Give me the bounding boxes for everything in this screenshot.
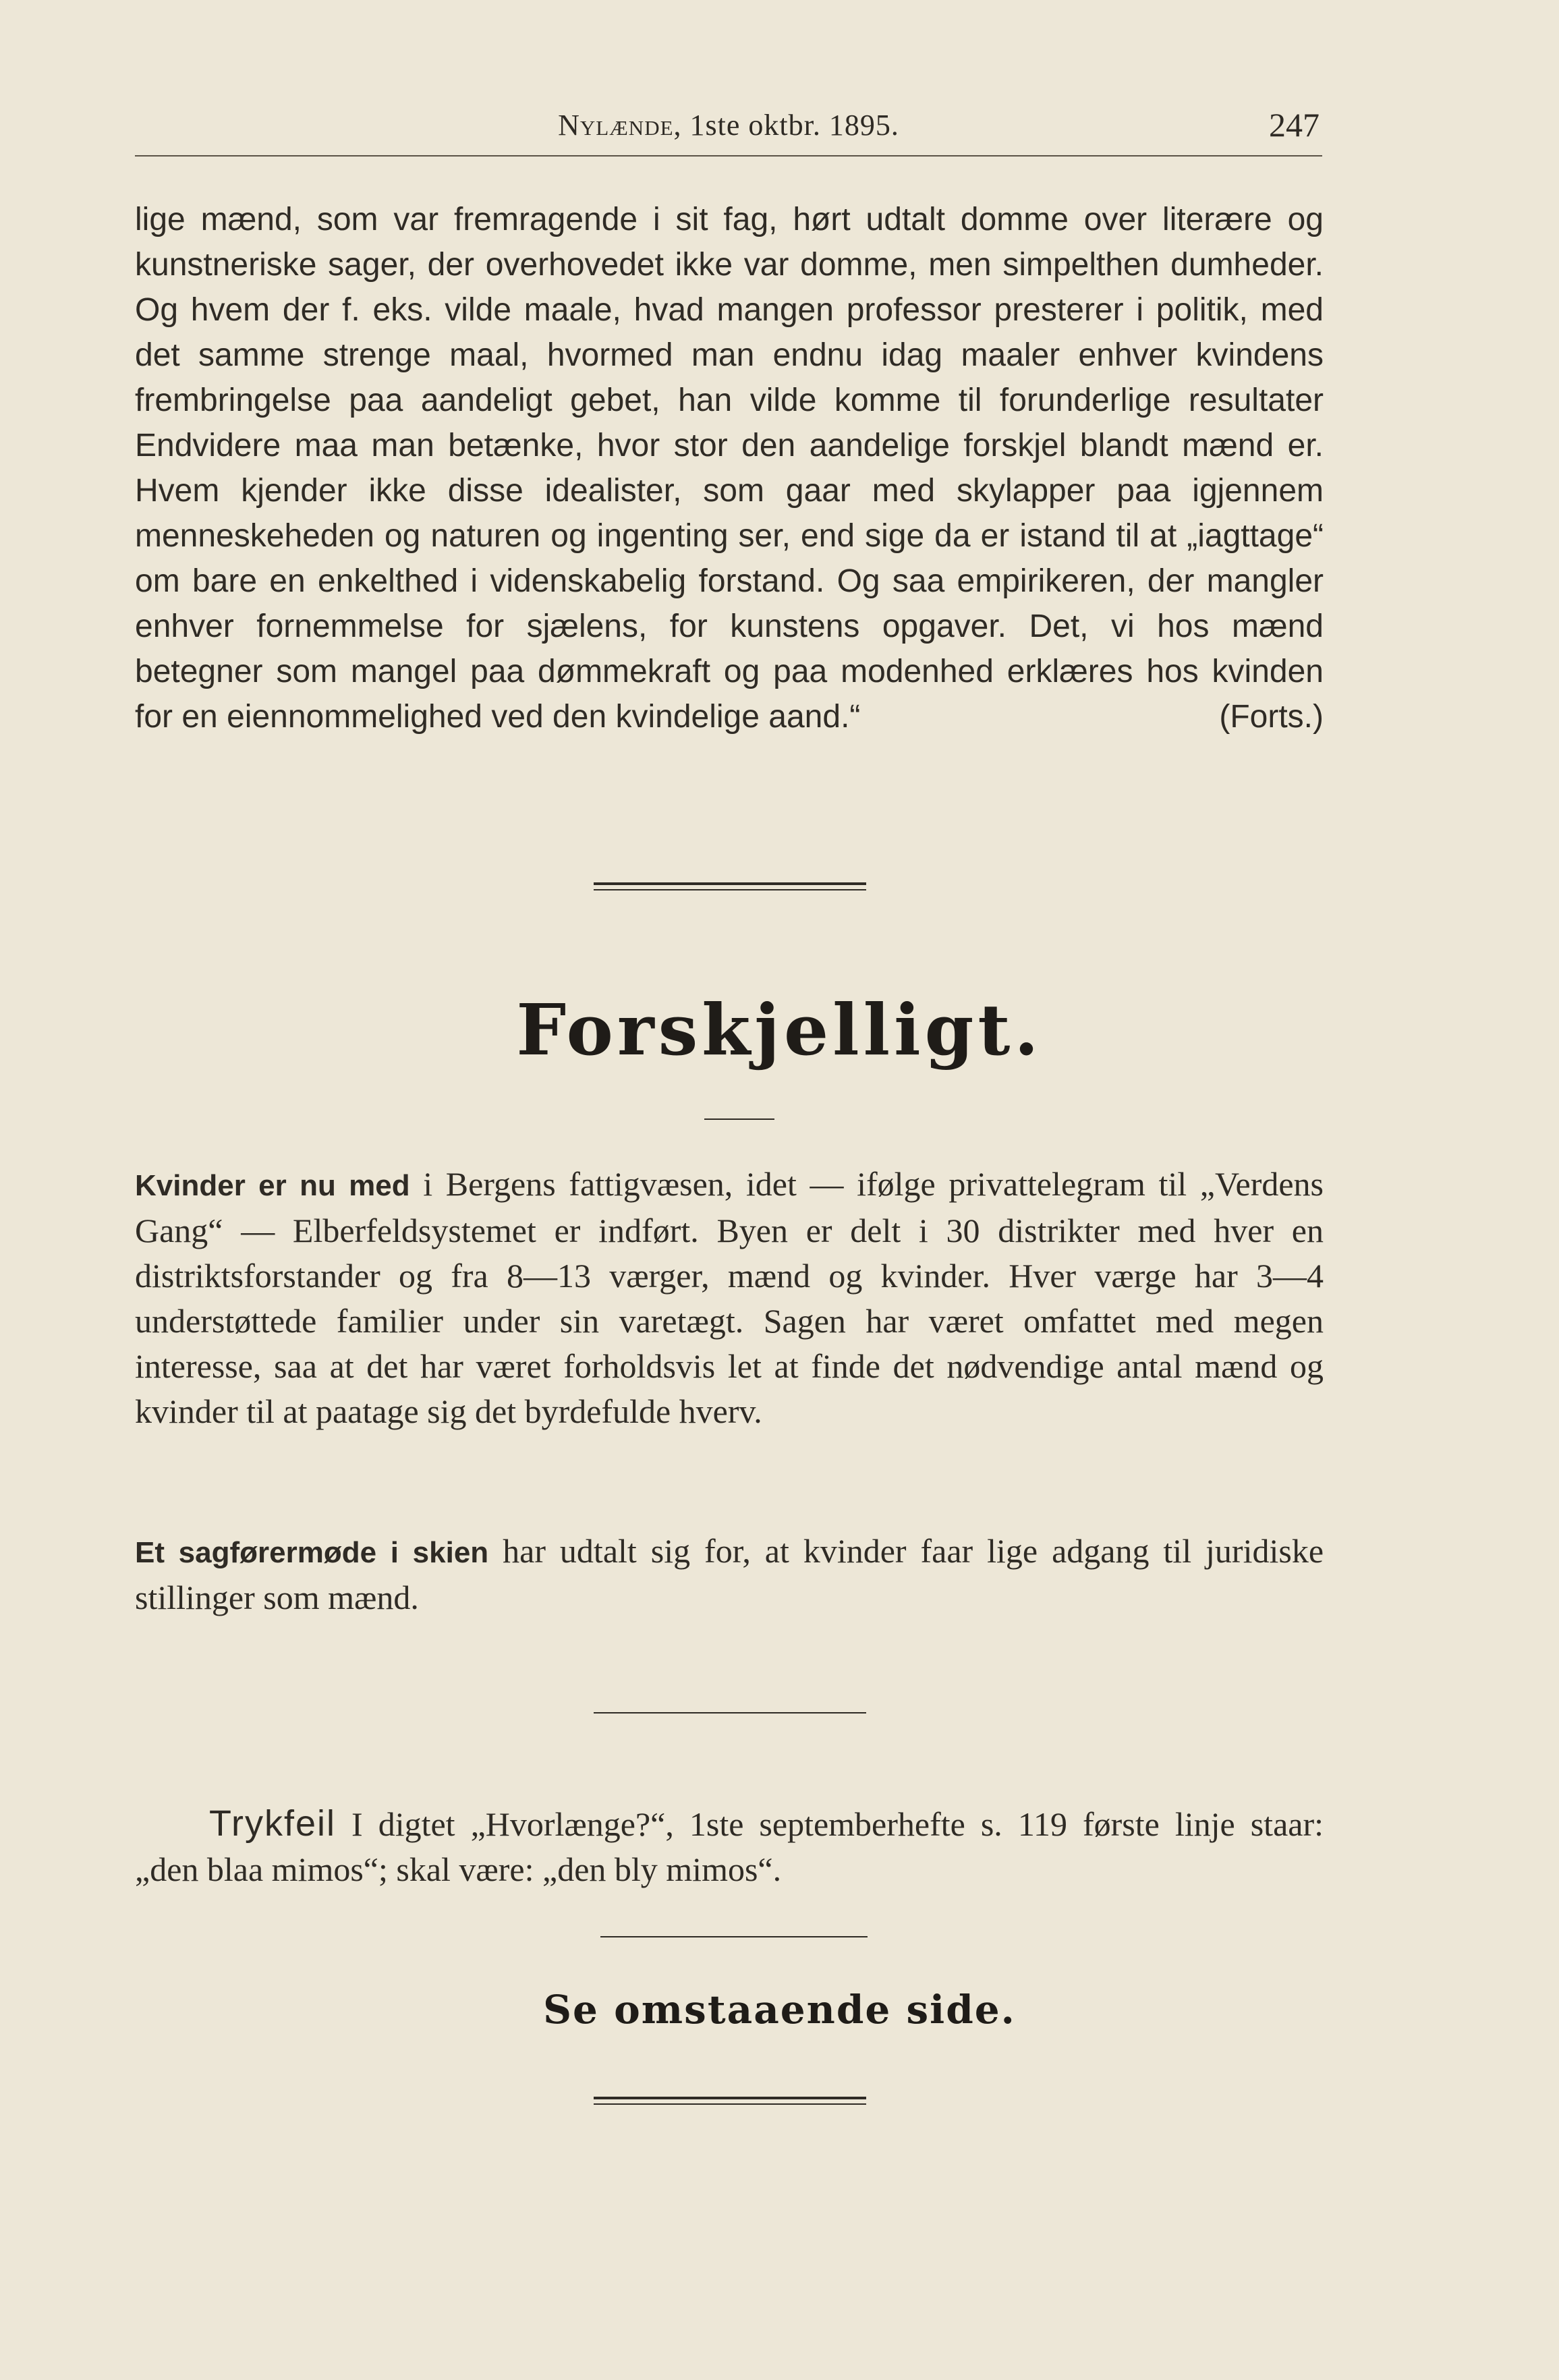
news-item — [135, 1162, 1324, 1434]
running-header — [135, 101, 1322, 157]
news-item-text: har udtalt sig for, at kvinder faar lige adgang til juridiske stillinger som mænd. — [135, 1532, 1324, 1616]
article-continuation-paragraph — [135, 197, 1324, 739]
article-continuation-text: lige mænd, som var fremragende i sit fag, hørt udtalt domme over literære og kunstneriske sager, der overhovedet ikke var domme, men simpelthen dumheder. Og hvem der f. eks. vilde maale, hvad mangen professor presterer i politik, med det samme strenge maal, hvormed man endnu idag maaler enhver kvindens frembringelse paa aandeligt gebet, han vilde komme til forunderlige resultater Endvidere maa man betænke, hvor stor den aandelige forskjel blandt mænd er. Hvem kjender ikke disse idealister, som gaar med skylapper paa igjennem menneskeheden og naturen og ingenting ser, end sige da er istand til at „iagttage“ om bare en enkelthed i videnskabelig forstand. Og saa empirikeren, der mangler enhver fornemmelse for sjælens, for kunstens opgaver. Det, vi hos mænd betegner som mangel paa dømmekraft og paa modenhed erklæres hos kvinden for en eiennommelighed ved den kvindelige aand.“ — [135, 202, 1324, 735]
erratum-text: I digtet „Hvorlænge?“, 1ste septemberhefte s. 119 første linje staar: „den blaa mimos“; skal være: „den bly mimos“. — [135, 1805, 1324, 1888]
erratum — [135, 1801, 1324, 1892]
notice-divider — [600, 1936, 868, 1937]
news-item-paragraph — [135, 1162, 1324, 1434]
issue-date: 1ste oktbr. 1895. — [689, 109, 899, 142]
news-item-paragraph — [135, 1529, 1324, 1620]
journal-name: Nylænde, — [558, 109, 682, 142]
notice: Se omstaaende side. — [543, 1987, 1016, 2033]
erratum-paragraph — [135, 1801, 1324, 1892]
bottom-divider — [594, 2097, 866, 2105]
news-item-text: i Bergens fattigvæsen, idet — ifølge privattelegram til „Verdens Gang“ — Elberfeldsystemet er indført. Byen er delt i 30 distrikter med hver en distriktsforstander og fra 8—13 værger, mænd og kvinder. Hver værge har 3—4 understøttede familier under sin varetægt. Sagen har været omfattet med megen interesse, saa at det har været forholdsvis let at finde det nødvendige antal mænd og kvinder til at paatage sig det byrdefulde hverv. — [135, 1165, 1324, 1430]
running-title — [135, 108, 1322, 142]
title-underline — [704, 1118, 774, 1120]
section-title: Forskjelligt. — [516, 988, 1043, 1071]
news-item-lead: Kvinder er nu med — [135, 1169, 410, 1202]
section-divider — [594, 882, 866, 890]
news-item — [135, 1529, 1324, 1620]
continued-article — [135, 197, 1324, 739]
continued-label: (Forts.) — [1219, 699, 1324, 735]
news-item-lead: Et sagførermøde i skien — [135, 1536, 489, 1569]
erratum-lead: Trykfeil — [209, 1803, 336, 1844]
item-divider — [594, 1712, 866, 1713]
page-number: 247 — [1269, 106, 1320, 144]
